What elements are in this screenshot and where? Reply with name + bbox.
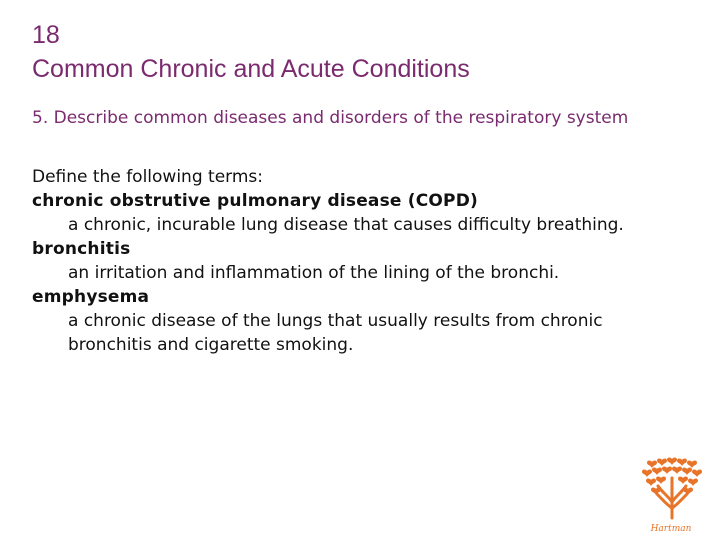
heart-tree-icon	[636, 456, 706, 534]
definition-emphysema: a chronic disease of the lungs that usually results from chronic bronchitis and cigarette smoking.	[68, 311, 603, 355]
definition-copd: a chronic, incurable lung disease that causes difficulty breathing.	[68, 215, 624, 235]
term-emphysema: emphysema	[32, 287, 150, 307]
chapter-number: 18	[32, 21, 60, 49]
term-bronchitis: bronchitis	[32, 239, 131, 259]
hartman-logo	[636, 456, 706, 534]
term-copd: chronic obstrutive pulmonary disease (COPD)	[32, 191, 479, 211]
chapter-title: Common Chronic and Acute Conditions	[32, 55, 470, 83]
intro-text: Define the following terms:	[32, 167, 263, 187]
terms-content	[32, 165, 682, 357]
slide-header	[32, 18, 470, 86]
definition-bronchitis: an irritation and inflammation of the lining of the bronchi.	[68, 263, 560, 283]
logo-wordmark: Hartman	[650, 524, 692, 534]
learning-objective: 5. Describe common diseases and disorders of the respiratory system	[32, 108, 629, 128]
